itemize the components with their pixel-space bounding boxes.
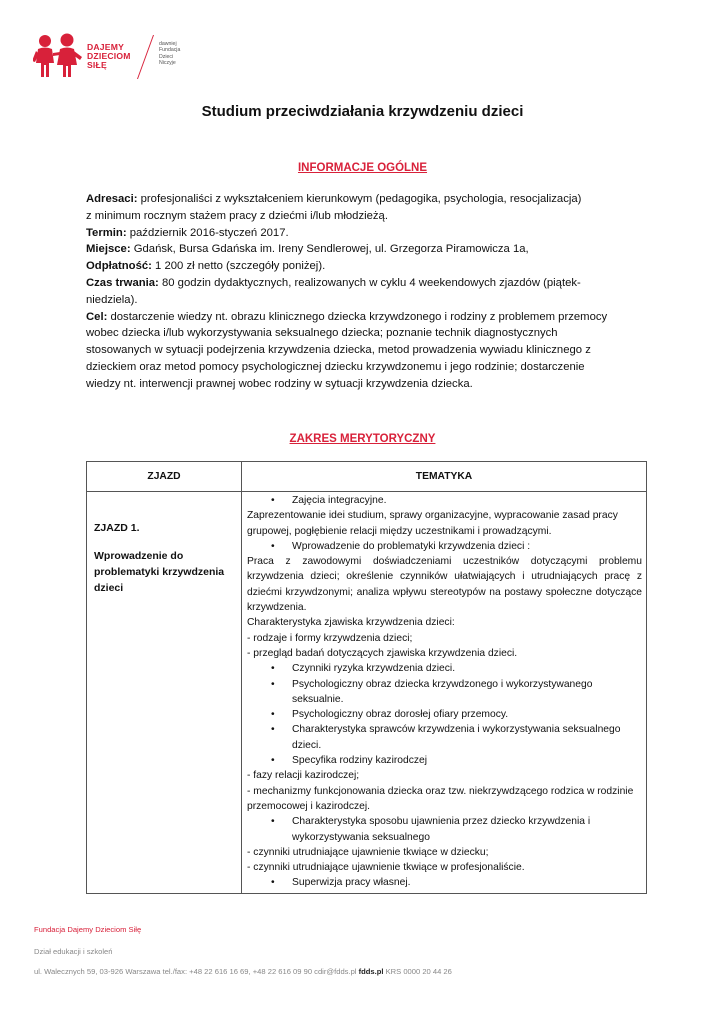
foundation-logo: [33, 33, 193, 83]
topic-bullet-item: • Charakterystyka sprawców krzywdzenia i wykorzystywania seksualnego dzieci.: [247, 722, 642, 753]
topic-bullet-item: • Psychologiczny obraz dziecka krzywdzonego i wykorzystywanego seksualnie.: [247, 677, 642, 708]
topic-bullet-item: • Czynniki ryzyka krzywdzenia dzieci.: [247, 661, 642, 676]
document-title: Studium przeciwdziałania krzywdzeniu dzieci: [201, 103, 524, 120]
info-cel-line: wiedzy nt. interwencji prawnej wobec rodziny w sytuacji krzywdzenia dziecka.: [86, 377, 473, 390]
topic-bullet-item: • Superwizja pracy własnej.: [247, 875, 642, 890]
footer-website[interactable]: fdds.pl: [358, 967, 384, 976]
topic-bullet-item: • Wprowadzenie do problematyki krzywdzenia dzieci :: [247, 539, 642, 554]
logo-divider: [137, 35, 154, 79]
topic-text: - mechanizmy funkcjonowania dziecka oraz tzw. niekrzywdzącego rodzica w rodzinie przemocowej i kazirodczej.: [247, 785, 634, 812]
topic-text: Praca z zawodowymi doświadczeniami uczestników dotyczącymi problemu krzywdzenia dzieci; określenie czynników ułatwiających i utrudniających pracę z dziećmi krzywdzonymi; analiza wpływu stereotypów na postawy społeczne dotyczące krzywdzenia.: [247, 556, 642, 614]
info-miejsce: Miejsce: Gdańsk, Bursa Gdańska im. Ireny Sendlerowej, ul. Grzegorza Piramowicza 1a,: [86, 243, 529, 256]
info-czas-cont: niedziela).: [86, 293, 138, 306]
info-termin: Termin: październik 2016-styczeń 2017.: [86, 226, 289, 239]
footer-dept: Dział edukacji i szkoleń: [34, 947, 113, 956]
info-cel-line: dzieckiem oraz metod pomocy psychologicznej dziecku krzywdzonemu i jego rodzinie; dostarczenie: [86, 360, 585, 373]
zjazd-cell: [87, 492, 242, 894]
info-adresaci-cont: z minimum rocznym stażem pracy z dziećmi i/lub młodzieżą.: [86, 209, 388, 222]
topic-bullet-item: • Zajęcia integracyjne.: [247, 493, 642, 508]
info-czas: Czas trwania: 80 godzin dydaktycznych, realizowanych w cyklu 4 weekendowych zjazdów (piątek-: [86, 276, 581, 289]
topic-text: - czynniki utrudniające ujawnienie tkwiące w dziecku;: [247, 846, 489, 858]
info-odplatnosc: Odpłatność: 1 200 zł netto (szczegóły poniżej).: [86, 260, 326, 273]
column-header-zjazd: ZJAZD: [87, 462, 242, 492]
topic-text: Charakterystyka zjawiska krzywdzenia dzieci:: [247, 617, 455, 629]
general-info: [86, 191, 646, 393]
program-table: [86, 461, 647, 894]
topic-text: - fazy relacji kazirodczej;: [247, 770, 360, 782]
topic-bullet-item: • Specyfika rodziny kazirodczej: [247, 753, 642, 768]
topic-bullet-item: • Psychologiczny obraz dorosłej ofiary przemocy.: [247, 707, 642, 722]
column-header-tematyka: TEMATYKA: [242, 462, 647, 492]
topic-text: Zaprezentowanie idei studium, sprawy organizacyjne, wypracowanie zasad pracy grupowej, pogłębienie relacji między uczestnikami i prowadzącymi.: [247, 510, 618, 537]
info-adresaci: Adresaci: profesjonaliści z wykształceniem kierunkowym (pedagogika, psychologia, resocjalizacja): [86, 193, 582, 205]
logo-former-name: dawniej Fundacja Dzieci Niczyje: [159, 41, 181, 67]
section-heading-info: INFORMACJE OGÓLNE: [297, 162, 428, 174]
info-cel-line: wobec dziecka i/lub wykorzystywania seksualnego dziecka; poznanie technik diagnostycznych: [86, 327, 558, 340]
zjazd-number: ZJAZD 1.: [94, 522, 140, 534]
topic-text: - czynniki utrudniające ujawnienie tkwiące w profesjonaliście.: [247, 862, 525, 874]
info-cel: Cel: dostarczenie wiedzy nt. obrazu klinicznego dziecka krzywdzonego i rodziny z problemem przemocy: [86, 310, 608, 323]
topic-bullet-item: • Charakterystyka sposobu ujawnienia przez dziecko krzywdzenia i wykorzystywania seksualnego: [247, 814, 642, 845]
footer-contact: ul. Walecznych 59, 03-926 Warszawa tel./fax: +48 22 616 16 69, +48 22 616 09 90 cdir@fdds.pl fdds.pl KRS 0000 20 44 26: [34, 967, 452, 976]
topic-text: - przegląd badań dotyczących zjawiska krzywdzenia dzieci.: [247, 647, 518, 659]
logo-wordmark: DAJEMY DZIECIOM SIŁĘ: [87, 42, 131, 70]
topics-cell: [242, 492, 647, 894]
info-cel-line: stosowanych w sytuacji podejrzenia krzywdzenia dziecka, metod prowadzenia wywiadu klinicznego z: [86, 344, 591, 357]
topic-text: - rodzaje i formy krzywdzenia dzieci;: [247, 632, 413, 644]
table-row: [87, 492, 647, 894]
zjazd-title: Wprowadzenie do problematyki krzywdzenia dzieci: [94, 550, 225, 594]
footer-org: Fundacja Dajemy Dzieciom Siłę: [34, 925, 142, 934]
children-figures-icon: [33, 33, 85, 79]
section-heading-scope: ZAKRES MERYTORYCZNY: [289, 433, 436, 445]
